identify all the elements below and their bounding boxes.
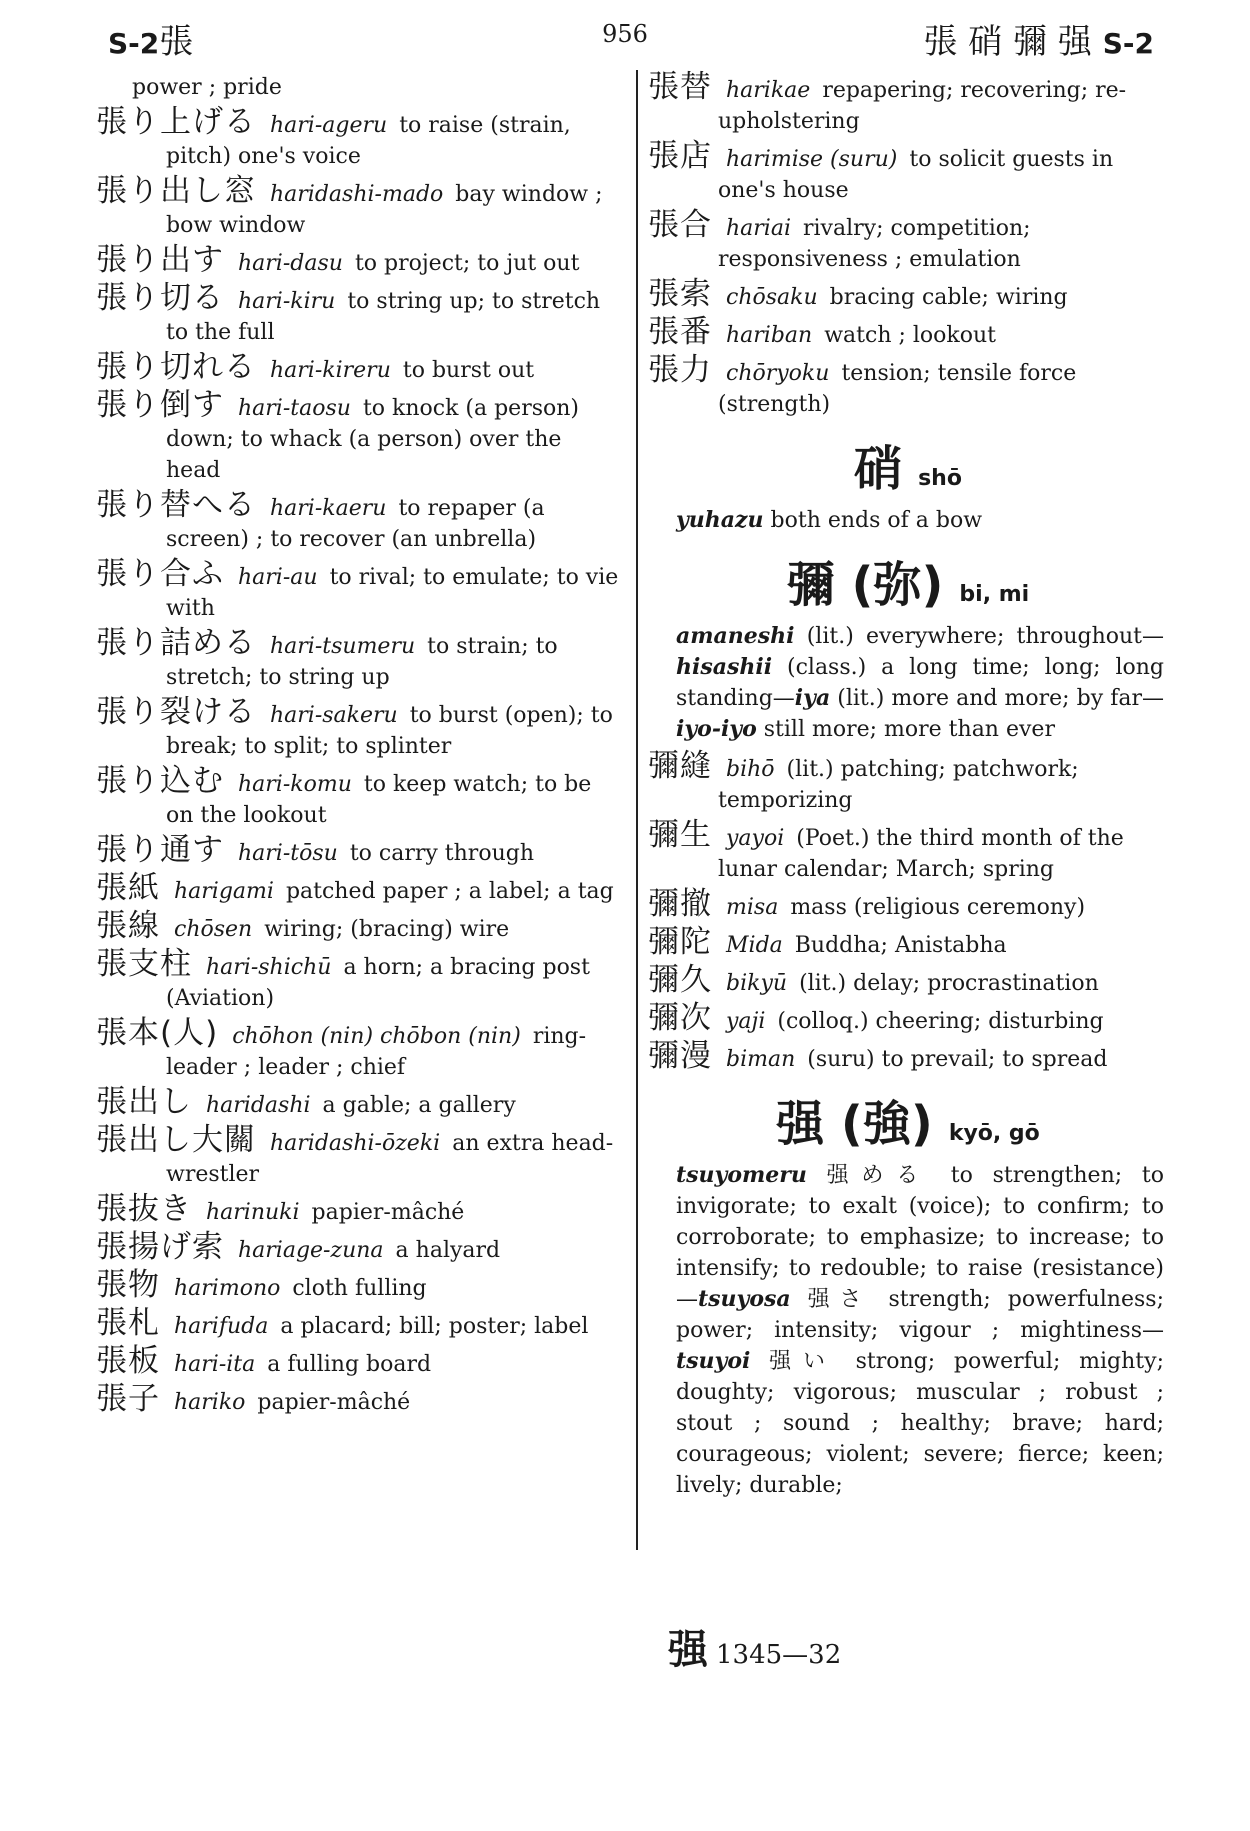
entry-definition: bracing cable; wiring <box>829 285 1068 310</box>
dictionary-entry <box>96 1381 621 1418</box>
dictionary-entry <box>648 138 1168 206</box>
entry-kanji: 張出し <box>96 1084 192 1120</box>
entry-kanji: 張本(人) <box>96 1015 219 1051</box>
entry-definition: to solicit guests in one's house <box>718 147 1114 203</box>
header-left-code: S-2 <box>108 27 160 60</box>
dictionary-entry <box>96 280 621 348</box>
entry-romanization: hariage-zuna <box>238 1238 384 1263</box>
dictionary-entry <box>96 946 621 1014</box>
entry-kanji: 張り出す <box>96 242 224 278</box>
entry-kanji: 張り出し窓 <box>96 173 256 209</box>
entry-kanji: 張板 <box>96 1343 160 1379</box>
entry-definition: watch ; lookout <box>824 323 997 348</box>
entry-romanization: chōsaku <box>726 285 818 310</box>
entry-romanization: harigami <box>174 879 274 904</box>
entry-romanization: Mida <box>726 933 783 958</box>
dictionary-entry <box>96 1343 621 1380</box>
entry-kanji: 張合 <box>648 207 712 243</box>
entry-kanji: 張力 <box>648 352 712 388</box>
kyo-kanji-3: 强い <box>769 1349 837 1374</box>
kyo-kanji-2: 强さ <box>807 1287 872 1312</box>
bi-rom-4: iyo-iyo <box>676 716 757 742</box>
entry-definition: to burst out <box>402 358 535 383</box>
heading-kyo <box>648 1085 1168 1154</box>
entry-definition: to strain; to stretch; to string up <box>166 634 558 690</box>
entry-kanji: 彌生 <box>648 817 712 853</box>
dictionary-entry <box>648 886 1168 923</box>
dictionary-entry <box>648 962 1168 999</box>
header-left-kanji: 張 <box>159 22 194 62</box>
entry-romanization: harimono <box>174 1276 281 1301</box>
entry-romanization: hari-ita <box>174 1352 256 1377</box>
entry-definition: (Poet.) the third month of the lunar calendar; March; spring <box>718 826 1124 882</box>
entry-kanji: 張り切る <box>96 280 224 316</box>
entry-romanization: harinuki <box>206 1200 300 1225</box>
entry-kanji: 張り裂ける <box>96 694 256 730</box>
kyo-text-3: strong; powerful; mighty; doughty; vigorous; muscular ; robust ; stout ; sound ; healthy; brave; hard; courageous; violent; severe; fierce; keen; lively; durable; <box>676 1349 1164 1498</box>
entry-romanization: hariban <box>726 323 813 348</box>
heading-kyo-kanji: 强 (強) <box>776 1096 933 1152</box>
dictionary-entry <box>96 556 621 624</box>
kyo-definition <box>676 1160 1164 1501</box>
entry-romanization: hari-komu <box>238 772 352 797</box>
dictionary-entry <box>96 242 621 279</box>
dictionary-entry <box>96 1305 621 1342</box>
dictionary-entry <box>648 314 1168 351</box>
dictionary-entry <box>96 763 621 831</box>
entry-definition: cloth fulling <box>292 1276 427 1301</box>
entry-kanji: 張番 <box>648 314 712 350</box>
kyo-rom-1: tsuyomeru <box>676 1162 807 1188</box>
entry-romanization: hariko <box>174 1390 246 1415</box>
entry-romanization: hariai <box>726 216 791 241</box>
entry-definition: Buddha; Anistabha <box>794 933 1007 958</box>
dictionary-entry <box>648 817 1168 885</box>
entry-romanization: chōsen <box>174 917 253 942</box>
entry-kanji: 張り替へる <box>96 487 256 523</box>
column-divider <box>636 70 638 1550</box>
entry-kanji: 張紙 <box>96 870 160 906</box>
dictionary-entry <box>648 748 1168 816</box>
entry-kanji: 張支柱 <box>96 946 192 982</box>
bi-text-2: (class.) a long time; long; long standing— <box>676 655 1164 711</box>
entry-romanization: harimise (suru) <box>726 147 898 172</box>
entry-kanji: 張揚げ索 <box>96 1229 224 1265</box>
entry-romanization: harifuda <box>174 1314 269 1339</box>
entry-romanization: harikae <box>726 78 811 103</box>
entry-romanization: misa <box>726 895 779 920</box>
entry-kanji: 張り倒す <box>96 387 224 423</box>
right-entries-a <box>648 69 1168 420</box>
entry-definition: wiring; (bracing) wire <box>264 917 510 942</box>
sho-definition <box>676 505 1164 536</box>
entry-text: power ; pride <box>132 75 282 100</box>
entry-kanji: 彌撤 <box>648 886 712 922</box>
entry-definition: repapering; recovering; re-upholstering <box>718 78 1127 134</box>
entry-romanization: hari-ageru <box>270 113 388 138</box>
dictionary-entry <box>96 1229 621 1266</box>
entry-romanization: yayoi <box>726 826 785 851</box>
dictionary-entry <box>96 173 621 241</box>
footer-code <box>668 1618 841 1675</box>
entry-definition: papier-mâché <box>311 1200 465 1225</box>
dictionary-entry <box>96 625 621 693</box>
entry-romanization: hari-shichū <box>206 955 332 980</box>
dictionary-entry <box>96 1015 621 1083</box>
entry-kanji: 張り通す <box>96 832 224 868</box>
entry-romanization: bikyū <box>726 971 788 996</box>
entry-definition: patched paper ; a label; a tag <box>285 879 614 904</box>
entry-kanji: 張り詰める <box>96 625 256 661</box>
entry-definition: to keep watch; to be on the lookout <box>166 772 592 828</box>
bi-text-1: (lit.) everywhere; throughout— <box>806 624 1164 649</box>
dictionary-entry <box>96 487 621 555</box>
entry-definition: a placard; bill; poster; label <box>280 1314 589 1339</box>
dictionary-entry <box>648 1000 1168 1037</box>
entry-romanization: hari-au <box>238 565 318 590</box>
dictionary-entry <box>96 908 621 945</box>
entry-romanization: hari-tsumeru <box>270 634 416 659</box>
entry-definition: to project; to jut out <box>354 251 580 276</box>
dictionary-entry <box>96 387 621 486</box>
heading-sho-reading: shō <box>918 466 962 491</box>
entry-kanji: 張店 <box>648 138 712 174</box>
entry-definition: a gable; a gallery <box>322 1093 516 1118</box>
entry-definition: (colloq.) cheering; disturbing <box>777 1009 1104 1034</box>
entry-definition: to repaper (a screen) ; to recover (an unbrella) <box>166 496 545 552</box>
entry-romanization: hari-kireru <box>270 358 391 383</box>
footer-number: 1345—32 <box>716 1640 842 1670</box>
kyo-text-1: to strengthen; to invigorate; to exalt (voice); to confirm; to corroborate; to emphasize; to increase; to intensify; to redouble; to raise (resistance)— <box>676 1163 1165 1312</box>
entry-definition: to rival; to emulate; to vie with <box>166 565 619 621</box>
bi-text-4: still more; more than ever <box>763 717 1055 742</box>
entry-definition: to raise (strain, pitch) one's voice <box>166 113 571 169</box>
entry-kanji: 張札 <box>96 1305 160 1341</box>
right-column <box>648 69 1168 1507</box>
entry-definition: to knock (a person) down; to whack (a person) over the head <box>166 396 580 483</box>
dictionary-entry <box>96 1267 621 1304</box>
entry-kanji: 彌久 <box>648 962 712 998</box>
page-number: 956 <box>602 20 648 48</box>
dictionary-entry <box>96 1084 621 1121</box>
entry-romanization: hari-dasu <box>238 251 343 276</box>
entry-romanization: haridashi-ōzeki <box>270 1131 441 1156</box>
entry-kanji: 彌陀 <box>648 924 712 960</box>
sho-rom: yuhazu <box>676 507 764 533</box>
dictionary-entry <box>648 69 1168 137</box>
entry-definition: ring-leader ; leader ; chief <box>166 1024 587 1080</box>
entry-romanization: chōryoku <box>726 361 830 386</box>
entry-romanization: bihō <box>726 757 775 782</box>
dictionary-entry <box>648 1038 1168 1075</box>
heading-bi-reading: bi, mi <box>959 582 1030 607</box>
bi-text-3: (lit.) more and more; by far— <box>837 686 1164 711</box>
bi-rom-3: iya <box>794 685 831 711</box>
bi-definition <box>676 621 1164 745</box>
entry-definition: papier-mâché <box>257 1390 411 1415</box>
footer-kanji: 强 <box>668 1627 708 1673</box>
dictionary-entry <box>96 72 621 103</box>
kyo-rom-2: tsuyosa <box>698 1286 791 1312</box>
sho-text: both ends of a bow <box>770 508 983 533</box>
kyo-rom-3: tsuyoi <box>676 1348 751 1374</box>
dictionary-entry <box>96 832 621 869</box>
entry-definition: rivalry; competition; responsiveness ; emulation <box>718 216 1031 272</box>
heading-bi-kanji: 彌 (弥) <box>786 557 944 613</box>
dictionary-entry <box>96 104 621 172</box>
header-right <box>923 14 1154 63</box>
entry-romanization: hari-tōsu <box>238 841 338 866</box>
kyo-kanji-1: 强める <box>826 1163 931 1188</box>
dictionary-entry <box>648 924 1168 961</box>
entry-definition: to carry through <box>349 841 534 866</box>
entry-definition: an extra head-wrestler <box>166 1131 614 1187</box>
header-right-kanji: 張 硝 彌 强 <box>923 22 1092 62</box>
dictionary-entry <box>96 1191 621 1228</box>
entry-romanization: haridashi-mado <box>270 182 444 207</box>
entry-kanji: 張り合ふ <box>96 556 224 592</box>
entry-definition: a fulling board <box>267 1352 432 1377</box>
entry-kanji: 彌漫 <box>648 1038 712 1074</box>
entry-kanji: 彌次 <box>648 1000 712 1036</box>
dictionary-entry <box>648 276 1168 313</box>
heading-kyo-reading: kyō, gō <box>948 1121 1040 1146</box>
entry-romanization: hari-kaeru <box>270 496 387 521</box>
dictionary-entry <box>96 870 621 907</box>
entry-kanji: 彌縫 <box>648 748 712 784</box>
entry-romanization: chōhon (nin) chōbon (nin) <box>232 1024 521 1049</box>
dictionary-entry <box>96 349 621 386</box>
entry-kanji: 張抜き <box>96 1191 192 1227</box>
left-column <box>96 72 621 1422</box>
entry-definition: a horn; a bracing post (Aviation) <box>166 955 590 1011</box>
dictionary-entry <box>648 207 1168 275</box>
entry-kanji: 張り込む <box>96 763 224 799</box>
entry-definition: (suru) to prevail; to spread <box>807 1047 1108 1072</box>
entry-kanji: 張索 <box>648 276 712 312</box>
entry-definition: bay window ; bow window <box>166 182 603 238</box>
entry-kanji: 張物 <box>96 1267 160 1303</box>
entry-definition: to string up; to stretch to the full <box>166 289 601 345</box>
entry-romanization: hari-sakeru <box>270 703 398 728</box>
entry-definition: a halyard <box>395 1238 501 1263</box>
entry-kanji: 張出し大關 <box>96 1122 256 1158</box>
entry-kanji: 張線 <box>96 908 160 944</box>
dictionary-entry <box>96 694 621 762</box>
heading-bi <box>648 546 1168 615</box>
kyo-text-2: strength; powerfulness; power; intensity; vigour ; mightiness— <box>676 1287 1164 1343</box>
entry-definition: to burst (open); to break; to split; to splinter <box>166 703 613 759</box>
entry-kanji: 張り切れる <box>96 349 256 385</box>
entry-kanji: 張子 <box>96 1381 160 1417</box>
entry-romanization: hari-kiru <box>238 289 336 314</box>
entry-romanization: yaji <box>726 1009 766 1034</box>
right-entries-b <box>648 748 1168 1075</box>
entry-definition: (lit.) patching; patchwork; temporizing <box>718 757 1079 813</box>
dictionary-entry <box>648 352 1168 420</box>
entry-romanization: biman <box>726 1047 796 1072</box>
bi-rom-1: amaneshi <box>676 623 795 649</box>
entry-definition: mass (religious ceremony) <box>790 895 1086 920</box>
heading-sho-kanji: 硝 <box>854 441 903 497</box>
dictionary-entry <box>96 1122 621 1190</box>
entry-romanization: haridashi <box>206 1093 311 1118</box>
entry-definition: tension; tensile force (strength) <box>718 361 1077 417</box>
entry-definition: (lit.) delay; procrastination <box>799 971 1099 996</box>
heading-sho <box>648 430 1168 499</box>
header-right-code: S-2 <box>1102 27 1154 60</box>
entry-romanization: hari-taosu <box>238 396 351 421</box>
entry-kanji: 張替 <box>648 69 712 105</box>
entry-kanji: 張り上げる <box>96 104 256 140</box>
bi-rom-2: hisashii <box>676 654 773 680</box>
